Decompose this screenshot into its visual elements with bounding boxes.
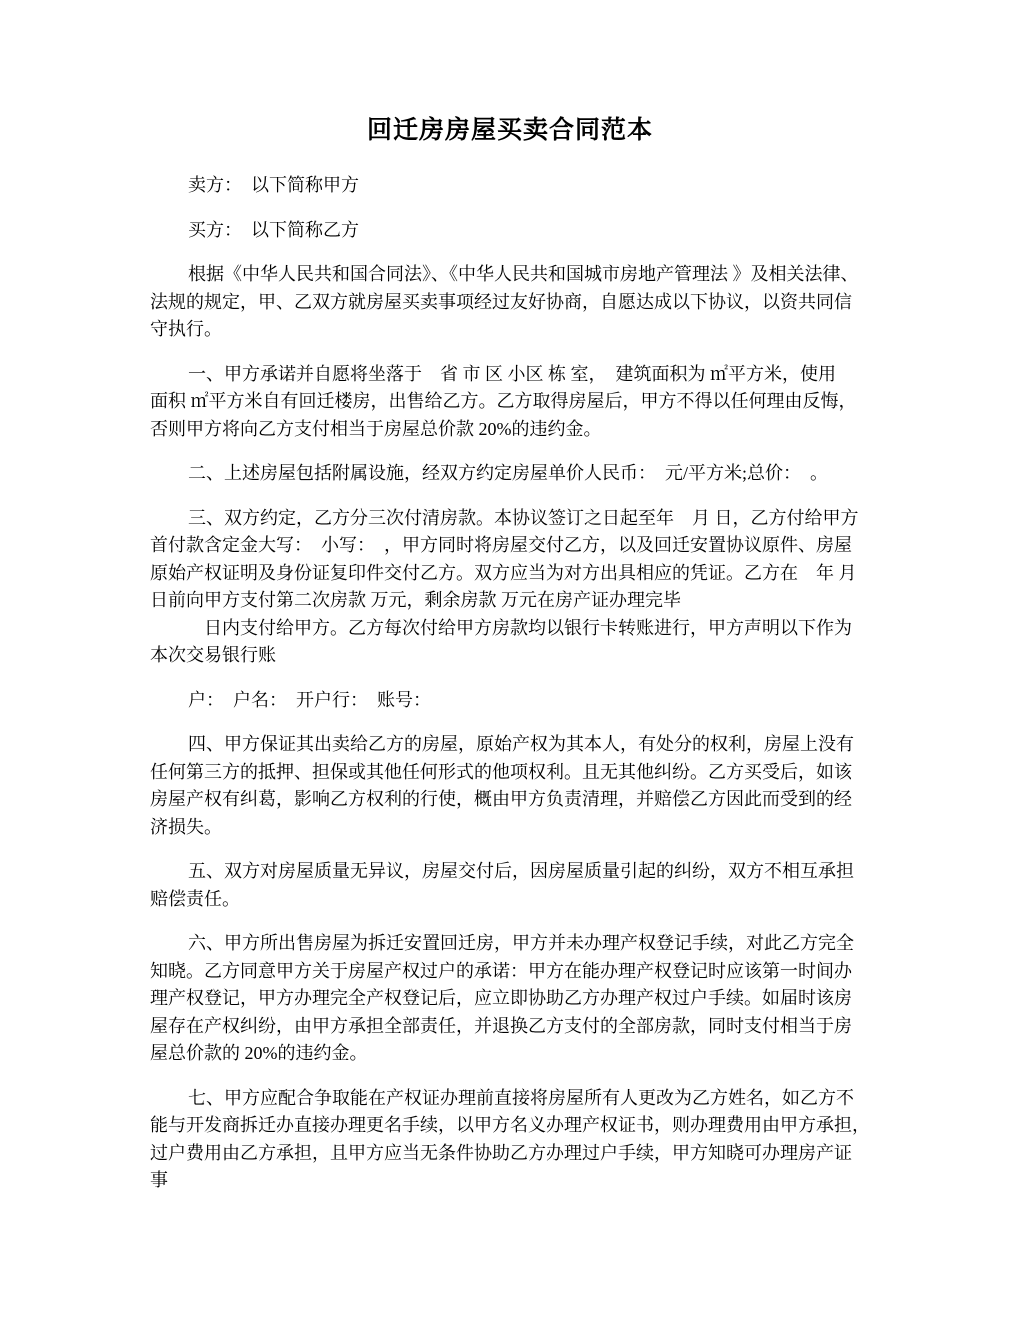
- paragraph-line: 房屋产权有纠葛，影响乙方权利的行使，概由甲方负责清理，并赔偿乙方因此而受到的经: [150, 789, 852, 809]
- paragraph: [150, 505, 870, 670]
- paragraph-line: 理产权登记，甲方办理完全产权登记后，应立即协助乙方办理产权过户手续。如届时该房: [150, 988, 852, 1008]
- paragraph-line: 三、双方约定，乙方分三次付清房款。本协议签订之日起至年 月 日，乙方付给甲方: [188, 507, 859, 528]
- paragraph-line: 过户费用由乙方承担，且甲方应当无条件协助乙方办理过户手续，甲方知晓可办理房产证: [150, 1142, 852, 1163]
- paragraph-line: 事: [150, 1170, 168, 1190]
- paragraph-line: 能与开发商拆迁办直接办理更名手续，以甲方名义办理产权证书，则办理费用由甲方承担，: [150, 1115, 870, 1135]
- paragraph-line: 日内支付给甲方。乙方每次付给甲方房款均以银行卡转账进行，甲方声明以下作为: [204, 617, 852, 638]
- paragraph-line: 户： 户名： 开户行： 账号：: [188, 689, 431, 710]
- paragraph: [150, 1085, 870, 1195]
- paragraph: [150, 460, 870, 488]
- paragraph-line: 根据《中华人民共和国合同法》、《中华人民共和国城市房地产管理法 》及相关法律、: [188, 264, 859, 284]
- paragraph-line: 知晓。乙方同意甲方关于房屋产权过户的承诺：甲方在能办理产权登记时应该第一时间办: [150, 960, 852, 981]
- document-body: [150, 172, 870, 1212]
- paragraph-line: 法规的规定，甲、乙双方就房屋买卖事项经过友好协商，自愿达成以下协议，以资共同信: [150, 291, 852, 312]
- paragraph-line: 四、甲方保证其出卖给乙方的房屋，原始产权为其本人，有处分的权利，房屋上没有: [188, 734, 854, 754]
- paragraph: [150, 217, 870, 245]
- paragraph-line: 否则甲方将向乙方支付相当于房屋总价款 20%的违约金。: [150, 418, 602, 439]
- paragraph-line: 五、双方对房屋质量无异议，房屋交付后，因房屋质量引起的纠纷，双方不相互承担: [188, 861, 854, 881]
- paragraph-line: 面积 ㎡平方米自有回迁楼房，出售给乙方。乙方取得房屋后，甲方不得以任何理由反悔，: [150, 391, 857, 411]
- paragraph-line: 济损失。: [150, 816, 222, 837]
- paragraph-line: 七、甲方应配合争取能在产权证办理前直接将房屋所有人更改为乙方姓名，如乙方不: [188, 1087, 854, 1108]
- paragraph-line: 任何第三方的抵押、担保或其他任何形式的他项权利。且无其他纠纷。乙方买受后，如该: [150, 761, 852, 782]
- paragraph-line: 本次交易银行账: [150, 645, 276, 665]
- paragraph: [150, 858, 870, 913]
- paragraph: [150, 731, 870, 841]
- paragraph-line: 日前向甲方支付第二次房款 万元，剩余房款 万元在房产证办理完毕: [150, 590, 681, 610]
- paragraph-line: 屋存在产权纠纷，由甲方承担全部责任，并退换乙方支付的全部房款，同时支付相当于房: [150, 1015, 852, 1036]
- paragraph: [150, 361, 870, 444]
- paragraph-line: 一、甲方承诺并自愿将坐落于 省 市 区 小区 栋 室， 建筑面积为 ㎡平方米，使用: [188, 363, 836, 384]
- paragraph: [150, 261, 870, 344]
- paragraph-line: 二、上述房屋包括附属设施，经双方约定房屋单价人民币： 元/平方米;总价： 。: [188, 463, 828, 483]
- paragraph-line: 原始产权证明及身份证复印件交付乙方。双方应当为对方出具相应的凭证。乙方在 年 月: [150, 562, 857, 583]
- paragraph-line: 守执行。: [150, 319, 222, 339]
- paragraph: [150, 172, 870, 200]
- paragraph-line: 赔偿责任。: [150, 888, 240, 909]
- paragraph-line: 首付款含定金大写： 小写： ，甲方同时将房屋交付乙方，以及回迁安置协议原件、房屋: [150, 535, 852, 555]
- paragraph: [150, 687, 870, 715]
- paragraph-line: 卖方： 以下简称甲方: [188, 175, 359, 195]
- paragraph-line: 屋总价款的 20%的违约金。: [150, 1043, 368, 1063]
- paragraph: [150, 930, 870, 1068]
- paragraph-line: 买方： 以下简称乙方: [188, 219, 359, 240]
- document-title: 回迁房房屋买卖合同范本: [366, 117, 653, 144]
- paragraph-line: 六、甲方所出售房屋为拆迁安置回迁房，甲方并未办理产权登记手续，对此乙方完全: [188, 933, 854, 953]
